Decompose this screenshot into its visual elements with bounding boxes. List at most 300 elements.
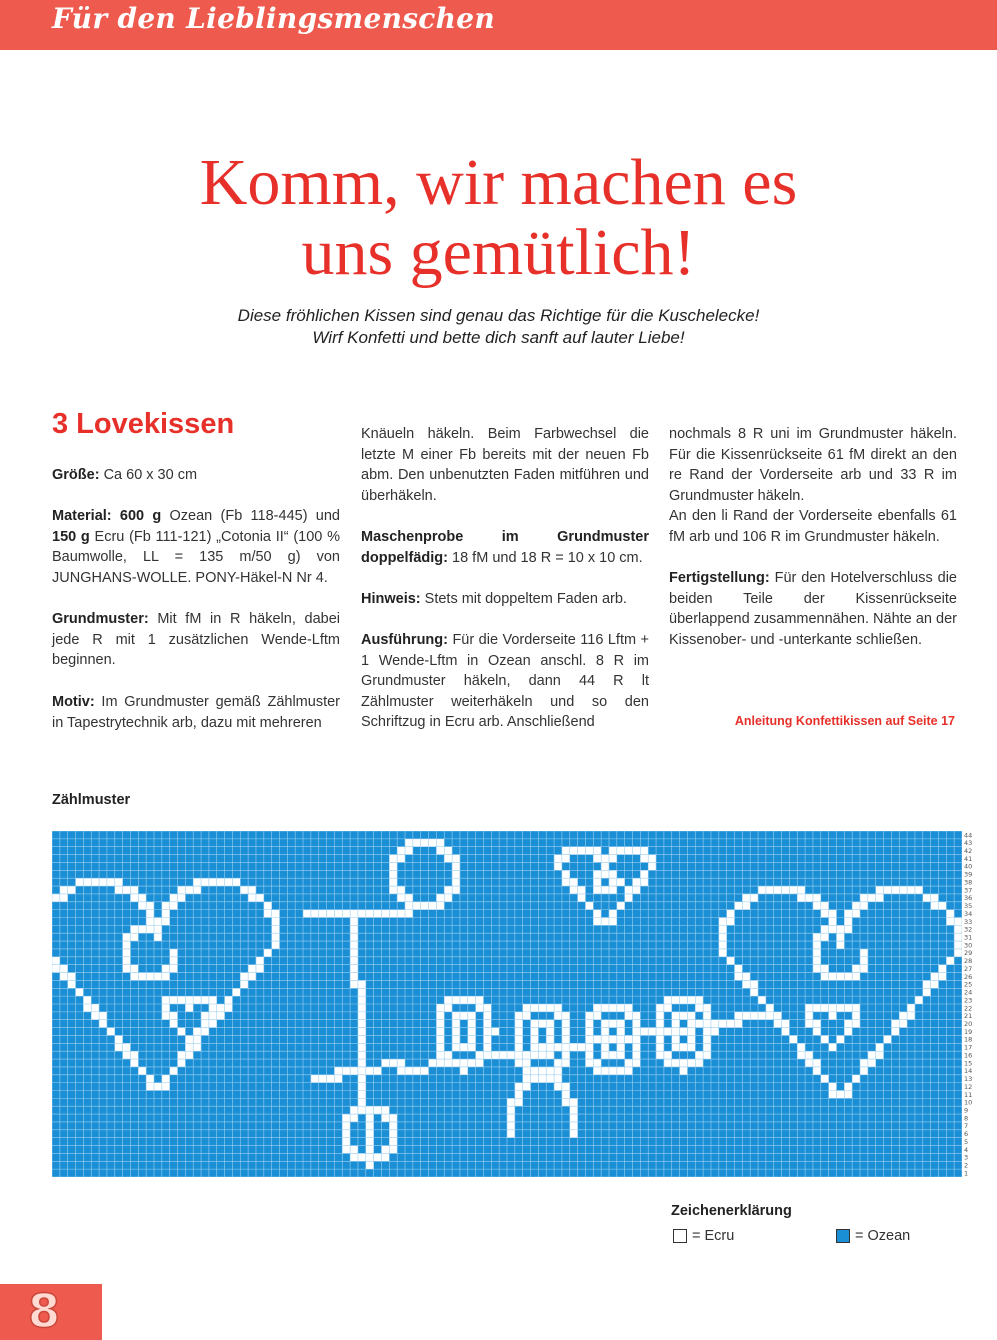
ecru-stitch <box>868 1059 876 1067</box>
ecru-swatch <box>673 1229 687 1243</box>
ecru-stitch <box>311 1075 319 1083</box>
ecru-stitch <box>507 1122 515 1130</box>
ecru-stitch <box>476 1051 484 1059</box>
ecru-stitch <box>468 1020 476 1028</box>
ecru-stitch <box>162 965 170 973</box>
ecru-stitch <box>546 1051 554 1059</box>
ecru-stitch <box>829 1083 837 1091</box>
ecru-stitch <box>374 910 382 918</box>
ecru-stitch <box>162 902 170 910</box>
row-number: 25 <box>964 980 973 989</box>
ecru-stitch <box>609 1067 617 1075</box>
row-number: 38 <box>964 878 973 887</box>
ecru-stitch <box>750 1012 758 1020</box>
ecru-stitch <box>397 1067 405 1075</box>
ecru-stitch <box>664 996 672 1004</box>
ecru-stitch <box>217 1004 225 1012</box>
ecru-stitch <box>562 1035 570 1043</box>
ecru-stitch <box>523 1067 531 1075</box>
ecru-stitch <box>366 1146 374 1154</box>
ecru-stitch <box>162 996 170 1004</box>
ecru-stitch <box>232 878 240 886</box>
ecru-stitch <box>554 1012 562 1020</box>
ecru-stitch <box>248 886 256 894</box>
row-number: 21 <box>964 1012 973 1021</box>
ecru-stitch <box>680 1043 688 1051</box>
ecru-stitch <box>483 1035 491 1043</box>
ecru-stitch <box>178 1059 186 1067</box>
grundmuster-label: Grundmuster: <box>52 611 149 628</box>
ecru-stitch <box>860 1067 868 1075</box>
ecru-stitch <box>68 886 76 894</box>
ecru-stitch <box>821 933 829 941</box>
ecru-stitch <box>397 847 405 855</box>
ecru-stitch <box>585 1035 593 1043</box>
ecru-stitch <box>844 1083 852 1091</box>
ecru-stitch <box>703 1004 711 1012</box>
ecru-stitch <box>805 1059 813 1067</box>
stitch-chart <box>52 831 962 1177</box>
ecru-stitch <box>468 1059 476 1067</box>
ecru-stitch <box>162 1012 170 1020</box>
ecru-stitch <box>185 886 193 894</box>
ecru-stitch <box>680 1012 688 1020</box>
ecru-stitch <box>656 1012 664 1020</box>
ecru-stitch <box>452 862 460 870</box>
ecru-stitch <box>789 1035 797 1043</box>
ecru-stitch <box>735 902 743 910</box>
ecru-stitch <box>562 870 570 878</box>
ecru-stitch <box>107 878 115 886</box>
ecru-stitch <box>350 1067 358 1075</box>
ecru-stitch <box>570 886 578 894</box>
text-column-1 <box>52 465 340 692</box>
ecru-stitch <box>350 1114 358 1122</box>
ecru-stitch <box>185 1043 193 1051</box>
ecru-stitch <box>648 855 656 863</box>
ecru-stitch <box>672 996 680 1004</box>
ecru-stitch <box>389 1122 397 1130</box>
ecru-stitch <box>170 1020 178 1028</box>
ecru-stitch <box>515 1098 523 1106</box>
ecru-stitch <box>381 910 389 918</box>
ecru-stitch <box>162 973 170 981</box>
motiv-text-part1: Im Grundmuster gemäß Zählmuster in Tapestrytechnik arb, dazu mit mehreren <box>52 694 340 731</box>
ecru-stitch <box>727 910 735 918</box>
ecru-stitch <box>366 1161 374 1169</box>
ecru-stitch <box>656 1004 664 1012</box>
ecru-stitch <box>405 839 413 847</box>
row-number: 14 <box>964 1067 973 1076</box>
ecru-stitch <box>460 1043 468 1051</box>
ecru-stitch <box>170 1012 178 1020</box>
grundmuster-paragraph <box>52 609 340 671</box>
ecru-stitch <box>468 996 476 1004</box>
ecru-stitch <box>436 1059 444 1067</box>
ecru-stitch <box>633 1035 641 1043</box>
ecru-stitch <box>891 886 899 894</box>
ecru-stitch <box>178 996 186 1004</box>
ecru-stitch <box>507 1051 515 1059</box>
ecru-stitch <box>805 894 813 902</box>
ecru-stitch <box>570 1106 578 1114</box>
ecru-stitch <box>891 1020 899 1028</box>
ecru-stitch <box>836 941 844 949</box>
ecru-stitch <box>193 1035 201 1043</box>
ecru-stitch <box>680 1028 688 1036</box>
ecru-stitch <box>350 980 358 988</box>
ecru-stitch <box>742 973 750 981</box>
ecru-stitch <box>876 1051 884 1059</box>
ecru-stitch <box>531 1035 539 1043</box>
ecru-stitch <box>884 1035 892 1043</box>
ecru-stitch <box>170 902 178 910</box>
ecru-stitch <box>468 1012 476 1020</box>
ecru-stitch <box>201 1028 209 1036</box>
ecru-stitch <box>758 1012 766 1020</box>
ecru-stitch <box>452 878 460 886</box>
material-amount-2: 150 g <box>52 528 90 545</box>
ecru-stitch <box>358 1083 366 1091</box>
ecru-stitch <box>813 902 821 910</box>
ecru-stitch <box>735 973 743 981</box>
row-number: 4 <box>964 1145 969 1154</box>
ecru-stitch <box>342 1067 350 1075</box>
ecru-stitch <box>695 1051 703 1059</box>
ecru-stitch <box>350 965 358 973</box>
ecru-stitch <box>515 1020 523 1028</box>
ecru-stitch <box>719 918 727 926</box>
ecru-stitch <box>452 886 460 894</box>
ecru-stitch <box>578 886 586 894</box>
ecru-stitch <box>130 973 138 981</box>
ecru-stitch <box>672 1035 680 1043</box>
cross-reference-link[interactable]: Anleitung Konfettikissen auf Seite 17 <box>734 714 955 728</box>
row-number: 24 <box>964 988 973 997</box>
row-number: 23 <box>964 996 973 1005</box>
ecru-stitch <box>138 973 146 981</box>
ecru-stitch <box>358 1091 366 1099</box>
ecru-stitch <box>570 1043 578 1051</box>
ecru-stitch <box>358 1075 366 1083</box>
ecru-stitch <box>633 886 641 894</box>
ecru-stitch <box>358 1106 366 1114</box>
ecru-stitch <box>178 1028 186 1036</box>
ecru-stitch <box>170 965 178 973</box>
ecru-stitch <box>154 918 162 926</box>
ecru-stitch <box>538 1067 546 1075</box>
ecru-stitch <box>672 1043 680 1051</box>
ecru-stitch <box>601 1004 609 1012</box>
row-number: 19 <box>964 1027 973 1036</box>
ecru-stitch <box>515 1083 523 1091</box>
ecru-stitch <box>719 941 727 949</box>
ecru-stitch <box>538 1051 546 1059</box>
ecru-stitch <box>625 1035 633 1043</box>
ecru-stitch <box>468 1035 476 1043</box>
ecru-stitch <box>272 933 280 941</box>
ecru-stitch <box>342 1138 350 1146</box>
ecru-stitch <box>538 1075 546 1083</box>
ecru-stitch <box>774 1020 782 1028</box>
ecru-stitch <box>523 1051 531 1059</box>
ecru-stitch <box>546 1075 554 1083</box>
ecru-stitch <box>844 1028 852 1036</box>
ecru-stitch <box>193 886 201 894</box>
ecru-stitch <box>601 1035 609 1043</box>
ecru-stitch <box>429 902 437 910</box>
ecru-stitch <box>366 1067 374 1075</box>
ecru-stitch <box>217 878 225 886</box>
ecru-stitch <box>60 965 68 973</box>
ecru-stitch <box>76 988 84 996</box>
ecru-stitch <box>609 847 617 855</box>
ecru-stitch <box>83 996 91 1004</box>
ecru-stitch <box>138 925 146 933</box>
ecru-stitch <box>272 941 280 949</box>
ecru-stitch <box>633 1043 641 1051</box>
ecru-stitch <box>601 1020 609 1028</box>
ecru-stitch <box>860 949 868 957</box>
ecru-stitch <box>703 1020 711 1028</box>
ecru-stitch <box>515 1051 523 1059</box>
ecru-stitch <box>436 839 444 847</box>
ecru-stitch <box>562 1012 570 1020</box>
ecru-stitch <box>366 910 374 918</box>
legend-ecru <box>673 1228 734 1244</box>
ecru-stitch <box>813 933 821 941</box>
ecru-stitch <box>185 1004 193 1012</box>
ecru-stitch <box>154 973 162 981</box>
ecru-stitch <box>562 855 570 863</box>
ecru-stitch <box>405 847 413 855</box>
ecru-stitch <box>617 1043 625 1051</box>
ecru-stitch <box>436 1012 444 1020</box>
ecru-stitch <box>460 1067 468 1075</box>
ecru-stitch <box>52 965 60 973</box>
ecru-stitch <box>130 894 138 902</box>
ecru-stitch <box>609 870 617 878</box>
row-number: 27 <box>964 964 973 973</box>
ecru-stitch <box>829 925 837 933</box>
ecru-stitch <box>68 980 76 988</box>
ecru-stitch <box>146 910 154 918</box>
ecru-stitch <box>852 973 860 981</box>
ecru-stitch <box>829 973 837 981</box>
ecru-stitch <box>664 1004 672 1012</box>
ecru-stitch <box>115 886 123 894</box>
ecru-stitch <box>562 1059 570 1067</box>
ecru-stitch <box>750 988 758 996</box>
ecru-stitch <box>703 1043 711 1051</box>
ecru-stitch <box>123 965 131 973</box>
ecru-stitch <box>523 1083 531 1091</box>
ecru-stitch <box>578 1043 586 1051</box>
ecru-stitch <box>617 1020 625 1028</box>
ecru-stitch <box>923 894 931 902</box>
ecru-stitch <box>468 1043 476 1051</box>
ecru-stitch <box>201 1020 209 1028</box>
ecru-stitch <box>633 1059 641 1067</box>
ecru-stitch <box>672 1020 680 1028</box>
ausfuehrung-label: Ausführung: <box>361 631 448 648</box>
ecru-stitch <box>782 1020 790 1028</box>
chart-title: Zählmuster <box>52 792 131 808</box>
ausfuehrung-continued <box>669 424 957 506</box>
row-number: 36 <box>964 894 973 903</box>
ecru-stitch <box>476 1059 484 1067</box>
ecru-stitch <box>695 996 703 1004</box>
ecru-stitch <box>703 1028 711 1036</box>
ecru-stitch <box>860 902 868 910</box>
ecru-stitch <box>609 1004 617 1012</box>
row-number: 41 <box>964 854 973 863</box>
ecru-stitch <box>821 1035 829 1043</box>
ecru-stitch <box>554 862 562 870</box>
ecru-stitch <box>821 1075 829 1083</box>
ecru-stitch <box>178 886 186 894</box>
ecru-stitch <box>538 1043 546 1051</box>
ecru-stitch <box>264 949 272 957</box>
ecru-stitch <box>170 1067 178 1075</box>
row-number: 32 <box>964 925 973 934</box>
ecru-stitch <box>319 1075 327 1083</box>
ecru-stitch <box>852 910 860 918</box>
ecru-stitch <box>546 1067 554 1075</box>
ecru-stitch <box>209 1004 217 1012</box>
ecru-stitch <box>350 1153 358 1161</box>
ecru-stitch <box>844 925 852 933</box>
ecru-stitch <box>248 965 256 973</box>
ecru-stitch <box>350 957 358 965</box>
ecru-stitch <box>531 1020 539 1028</box>
ecru-stitch <box>766 886 774 894</box>
ecru-stitch <box>546 1043 554 1051</box>
row-number: 15 <box>964 1059 973 1068</box>
ecru-stitch <box>436 1004 444 1012</box>
legend-title: Zeichenerklärung <box>671 1203 792 1219</box>
maschenprobe-paragraph <box>361 527 649 568</box>
ecru-stitch <box>844 1004 852 1012</box>
row-number: 8 <box>964 1114 969 1123</box>
row-number: 3 <box>964 1153 969 1162</box>
ecru-stitch <box>358 1153 366 1161</box>
intro-line-1: Diese fröhlichen Kissen sind genau das Richtige für die Kuschelecke! <box>237 306 760 325</box>
material-text-1: Ozean (Fb 118-445) und <box>161 508 340 525</box>
ecru-stitch <box>554 1059 562 1067</box>
ecru-stitch <box>617 847 625 855</box>
ecru-stitch <box>193 878 201 886</box>
size-paragraph <box>52 465 340 486</box>
row-number: 37 <box>964 886 973 895</box>
ecru-stitch <box>782 1028 790 1036</box>
ecru-stitch <box>593 886 601 894</box>
ecru-stitch <box>813 1020 821 1028</box>
ecru-stitch <box>938 973 946 981</box>
ecru-stitch <box>821 965 829 973</box>
ecru-stitch <box>483 1043 491 1051</box>
row-number: 17 <box>964 1043 973 1052</box>
ecru-stitch <box>570 1122 578 1130</box>
ecru-stitch <box>735 965 743 973</box>
ecru-stitch <box>248 973 256 981</box>
ecru-stitch <box>130 933 138 941</box>
ecru-stitch <box>727 957 735 965</box>
ecru-stitch <box>554 1075 562 1083</box>
ecru-stitch <box>350 949 358 957</box>
ecru-stitch <box>876 886 884 894</box>
ecru-stitch <box>554 855 562 863</box>
ecru-stitch <box>523 1075 531 1083</box>
ecru-stitch <box>389 855 397 863</box>
ecru-stitch <box>836 973 844 981</box>
ecru-stitch <box>876 1043 884 1051</box>
ecru-stitch <box>523 1004 531 1012</box>
ecru-stitch <box>562 1020 570 1028</box>
ausfuehrung-text-part1: Für die Vorderseite 116 Lftm + 1 Wende-Lftm in Ozean anschl. 8 R im Grundmuster häkeln, dann 44 R lt Zählmuster weiterhäkeln und so den Schriftzug in Ecru arb. Anschließend <box>361 631 649 731</box>
ecru-stitch <box>436 1035 444 1043</box>
ecru-stitch <box>311 910 319 918</box>
ecru-stitch <box>625 1012 633 1020</box>
ecru-stitch <box>844 1020 852 1028</box>
ecru-stitch <box>648 1028 656 1036</box>
ecru-stitch <box>664 1059 672 1067</box>
ecru-stitch <box>609 878 617 886</box>
ecru-stitch <box>601 862 609 870</box>
ecru-stitch <box>366 1114 374 1122</box>
ecru-stitch <box>256 894 264 902</box>
ecru-stitch <box>719 949 727 957</box>
ecru-stitch <box>923 980 931 988</box>
ecru-stitch <box>687 1012 695 1020</box>
ecru-stitch <box>240 980 248 988</box>
row-number: 29 <box>964 949 973 958</box>
ecru-stitch <box>868 1051 876 1059</box>
ecru-stitch <box>852 1075 860 1083</box>
ecru-stitch <box>225 1004 233 1012</box>
ecru-stitch <box>570 847 578 855</box>
ecru-stitch <box>256 957 264 965</box>
ecru-stitch <box>444 1051 452 1059</box>
ecru-stitch <box>444 1059 452 1067</box>
material-paragraph <box>52 506 340 588</box>
ecru-stitch <box>436 847 444 855</box>
row-number: 20 <box>964 1020 973 1029</box>
fertig-text: Für den Hotelverschluss die beiden Teile der Kissenrückseite überlappend zusammennähen. Nähte an der Kissenober- und -unterkante schließen. <box>669 570 957 648</box>
ecru-stitch <box>397 910 405 918</box>
row-number: 40 <box>964 862 973 871</box>
ecru-stitch <box>531 1067 539 1075</box>
ecru-stitch <box>868 894 876 902</box>
ecru-stitch <box>562 1028 570 1036</box>
ecru-stitch <box>531 1028 539 1036</box>
ecru-stitch <box>609 855 617 863</box>
ecru-stitch <box>585 1020 593 1028</box>
ecru-stitch <box>209 878 217 886</box>
ecru-stitch <box>593 1004 601 1012</box>
ecru-stitch <box>585 1043 593 1051</box>
ecru-stitch <box>123 957 131 965</box>
ecru-stitch <box>836 933 844 941</box>
ecru-stitch <box>601 918 609 926</box>
fertig-paragraph <box>669 568 957 650</box>
ecru-stitch <box>633 847 641 855</box>
ecru-stitch <box>554 1067 562 1075</box>
row-number: 28 <box>964 957 973 966</box>
ecru-stitch <box>625 1067 633 1075</box>
ecru-stitch <box>240 973 248 981</box>
ecru-stitch <box>531 1051 539 1059</box>
